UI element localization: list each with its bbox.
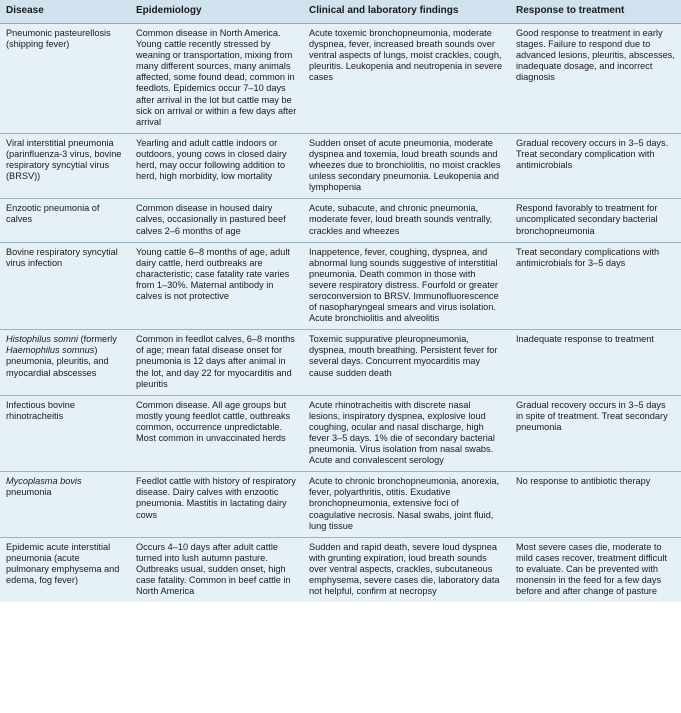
disease-cell	[0, 472, 130, 537]
disease-italic-name: Histophilus somni	[6, 334, 78, 345]
response-cell: Most severe cases die, moderate to mild cases recover, treatment difficult to evaluate. Can be prevented with monensin in the feed for a few days before and after change of pasture	[510, 537, 681, 602]
header-clinical-findings: Clinical and laboratory findings	[303, 0, 510, 24]
epidemiology-cell: Young cattle 6–8 months of age, adult dairy cattle, herd outbreaks are characteristic; case fatality rate varies from 1–30%. Maternal antibody in calves is not protective	[130, 242, 303, 330]
disease-text: pneumonia	[6, 487, 52, 498]
disease-italic-name: Haemophilus somnus	[6, 345, 95, 356]
header-disease: Disease	[0, 0, 130, 24]
table-body	[0, 24, 681, 603]
findings-cell: Sudden and rapid death, severe loud dyspnea with grunting expiration, loud breath sounds over ventral aspects, crackles, subcutaneous emphysema, severe cases die, laboratory data not helpful, confirm at necropsy	[303, 537, 510, 602]
disease-italic-name: Mycoplasma bovis	[6, 476, 82, 487]
response-cell: Good response to treatment in early stages. Failure to respond due to advanced lesions, pleuritis, abscesses, inadequate dosage, and incorrect diagnosis	[510, 24, 681, 134]
table-row	[0, 199, 681, 242]
header-row	[0, 0, 681, 24]
epidemiology-cell: Occurs 4–10 days after adult cattle turned into lush autumn pasture. Outbreaks usual, sudden onset, high case fatality. Common in beef cattle in North America	[130, 537, 303, 602]
disease-cell: Epidemic acute interstitial pneumonia (acute pulmonary emphysema and edema, fog fever)	[0, 537, 130, 602]
table-row	[0, 24, 681, 134]
disease-cell: Viral interstitial pneumonia (parinfluenza-3 virus, bovine respiratory syncytial virus (BRSV))	[0, 133, 130, 198]
epidemiology-cell: Feedlot cattle with history of respiratory disease. Dairy calves with enzootic pneumonia. Mastitis in lactating dairy cows	[130, 472, 303, 537]
header-response: Response to treatment	[510, 0, 681, 24]
disease-text: ) pneumonia, pleuritis, and myocardial abscesses	[6, 345, 109, 378]
findings-cell: Toxemic suppurative pleuropneumonia, dyspnea, mouth breathing. Persistent fever for several days. Concurrent myocarditis may cause sudden death	[303, 330, 510, 395]
findings-cell: Acute toxemic bronchopneumonia, moderate dyspnea, fever, increased breath sounds over ventral aspects of lungs, moist crackles, cough, pleuritis. Leukopenia and neutropenia in severe cases	[303, 24, 510, 134]
epidemiology-cell: Common disease in North America. Young cattle recently stressed by weaning or transportation, mixing from many different sources, many animals affected, some found dead, common in feedlots. Epidemics occur 7–10 days after arrival in the lot but cattle may be sick on arrival or within a few days after arrival	[130, 24, 303, 134]
response-cell: Inadequate response to treatment	[510, 330, 681, 395]
table-row	[0, 330, 681, 395]
disease-cell: Bovine respiratory syncytial virus infection	[0, 242, 130, 330]
response-cell: Gradual recovery occurs in 3–5 days in spite of treatment. Treat secondary pneumonia	[510, 395, 681, 472]
disease-cell: Enzootic pneumonia of calves	[0, 199, 130, 242]
disease-cell	[0, 330, 130, 395]
disease-cell: Infectious bovine rhinotracheitis	[0, 395, 130, 472]
table-row	[0, 242, 681, 330]
findings-cell: Acute to chronic bronchopneumonia, anorexia, fever, polyarthritis, otitis. Exudative bronchopneumonia, extensive foci of coagulative necrosis. Nasal swabs, joint fluid, lung tissue	[303, 472, 510, 537]
findings-cell: Acute, subacute, and chronic pneumonia, moderate fever, loud breath sounds ventrally, crackles and wheezes	[303, 199, 510, 242]
header-epidemiology: Epidemiology	[130, 0, 303, 24]
epidemiology-cell: Common disease. All age groups but mostly young feedlot cattle, outbreaks common, occurrence unpredictable. Most common in unvaccinated herds	[130, 395, 303, 472]
table-header	[0, 0, 681, 24]
response-cell: Respond favorably to treatment for uncomplicated secondary bacterial bronchopneumonia	[510, 199, 681, 242]
findings-cell: Sudden onset of acute pneumonia, moderate dyspnea and toxemia, loud breath sounds and wheezes due to bronchiolitis, no moist crackles unless secondary pneumonia. Leukopenia and lymphopenia	[303, 133, 510, 198]
response-cell: Gradual recovery occurs in 3–5 days. Treat secondary complication with antimicrobials	[510, 133, 681, 198]
table-row	[0, 133, 681, 198]
table-row	[0, 537, 681, 602]
response-cell: No response to antibiotic therapy	[510, 472, 681, 537]
disease-cell: Pneumonic pasteurellosis (shipping fever)	[0, 24, 130, 134]
epidemiology-cell: Yearling and adult cattle indoors or outdoors, young cows in closed dairy herd, may occur following addition to herd, high morbidity, low mortality	[130, 133, 303, 198]
table-row	[0, 395, 681, 472]
epidemiology-cell: Common disease in housed dairy calves, occasionally in pastured beef calves 2–6 months of age	[130, 199, 303, 242]
findings-cell: Acute rhinotracheitis with discrete nasal lesions, inspiratory dyspnea, explosive loud coughing, ocular and nasal discharge, high fever 3–5 days. 1% die of secondary bacterial pneumonia. Virus isolation from nasal swabs. Acute and convalescent serology	[303, 395, 510, 472]
table-row	[0, 472, 681, 537]
epidemiology-cell: Common in feedlot calves, 6–8 months of age; mean fatal disease onset for pneumonia is 12 days after animal in the lot, and day 22 for myocarditis and pleuritis	[130, 330, 303, 395]
disease-text: (formerly	[78, 334, 117, 345]
findings-cell: Inappetence, fever, coughing, dyspnea, and abnormal lung sounds suggestive of interstitial pneumonia. Death common in those with severe respiratory distress. Fourfold or greater seroconversion to BRSV. Immunofluorescence of nasopharyngeal smears and virus isolation. Acute bronchiolitis and alveolitis	[303, 242, 510, 330]
response-cell: Treat secondary complications with antimicrobials for 3–5 days	[510, 242, 681, 330]
